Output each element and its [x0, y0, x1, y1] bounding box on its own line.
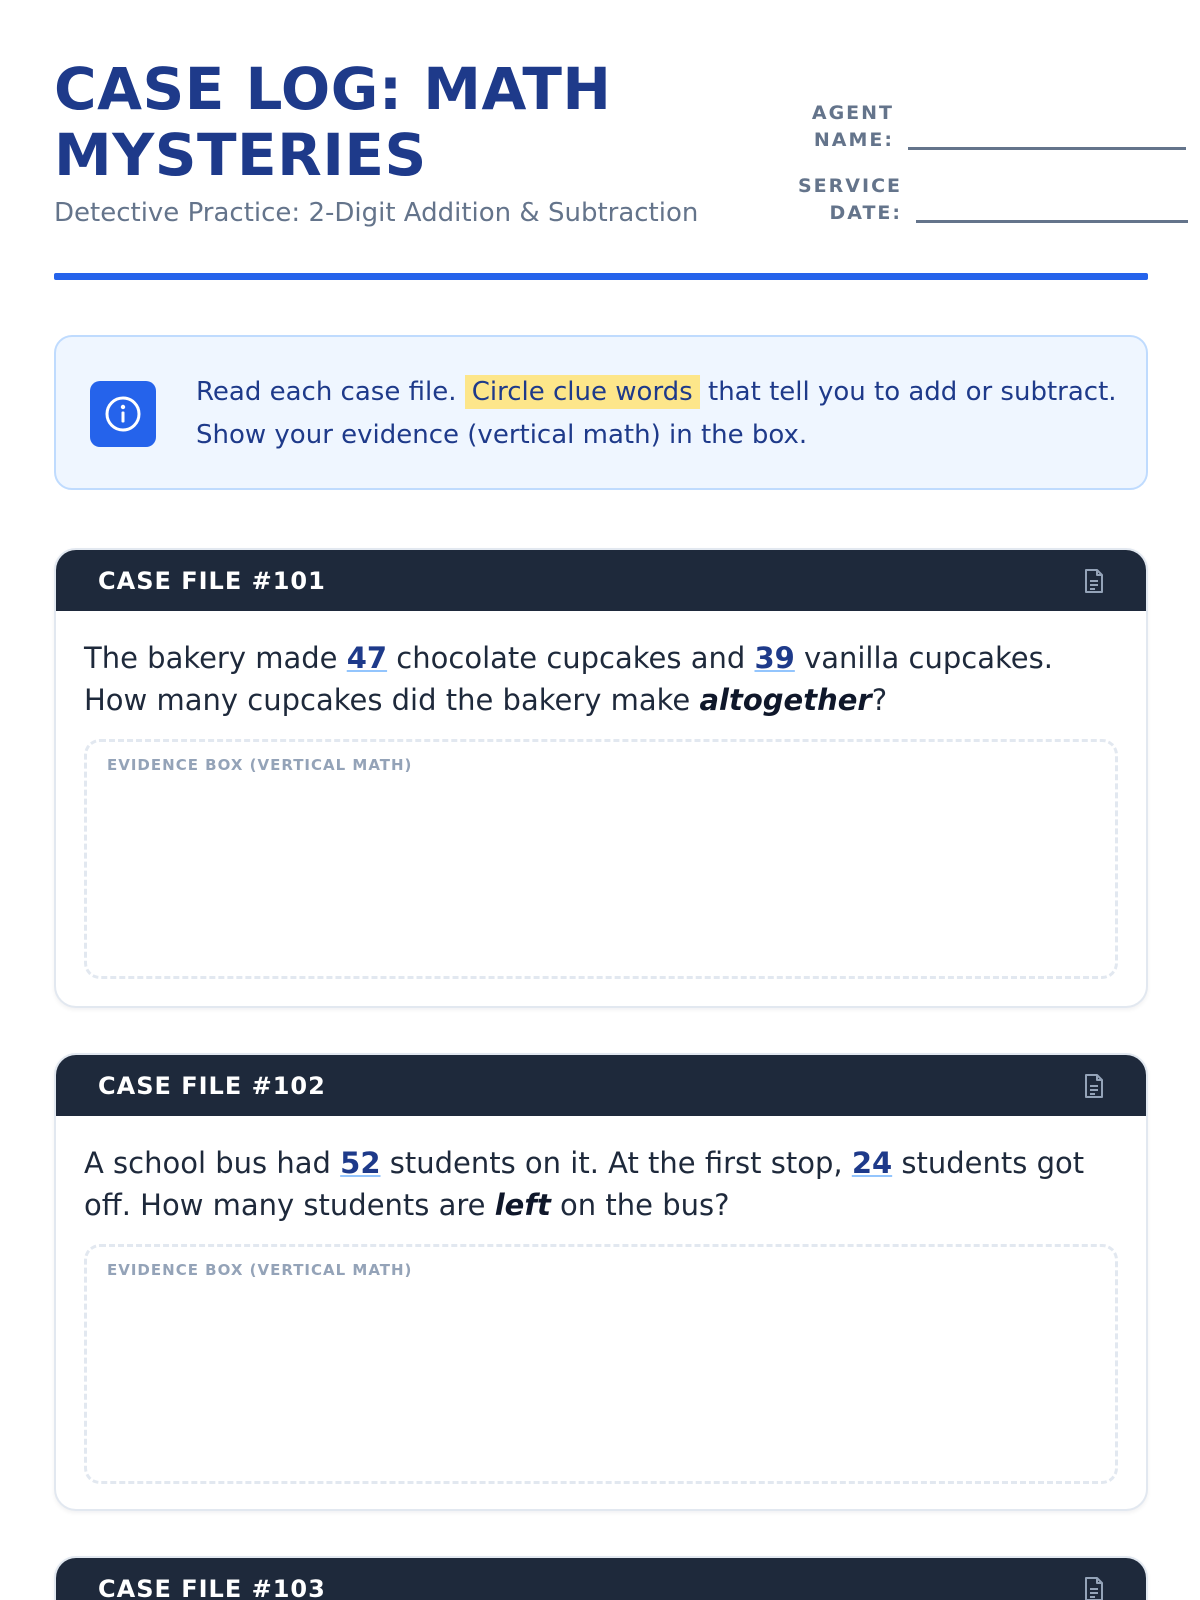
- evidence-box-label: EVIDENCE BOX (VERTICAL MATH): [107, 756, 413, 774]
- agent-name-line[interactable]: [908, 147, 1186, 150]
- number-clue: 47: [346, 641, 388, 675]
- document-icon: [1082, 568, 1106, 594]
- evidence-box[interactable]: [84, 1244, 1118, 1484]
- problem-text: ?: [871, 683, 888, 717]
- case-file-card: [54, 1556, 1148, 1600]
- evidence-box-label: EVIDENCE BOX (VERTICAL MATH): [107, 1261, 413, 1279]
- service-date-field[interactable]: [762, 173, 1188, 227]
- page-header: [54, 56, 1148, 234]
- number-clue: 52: [340, 1146, 381, 1180]
- service-date-label: SERVICE DATE:: [798, 175, 902, 224]
- instructions-part1: Read each case file.: [196, 377, 457, 407]
- header-divider: [54, 273, 1148, 280]
- instructions-box: [54, 335, 1148, 490]
- case-file-header: [56, 1558, 1146, 1600]
- problem-text: on the bus?: [550, 1188, 730, 1222]
- instructions-text: [196, 371, 1126, 457]
- case-problem-text: [56, 611, 1146, 739]
- service-date-line[interactable]: [916, 220, 1188, 223]
- problem-text: The bakery made: [84, 641, 347, 675]
- problem-text: students on it. At the first stop,: [380, 1146, 852, 1180]
- evidence-box[interactable]: [84, 739, 1118, 979]
- case-file-title: CASE FILE #101: [98, 566, 326, 595]
- clue-word: altogether: [699, 683, 872, 717]
- info-icon: [90, 381, 156, 447]
- instructions-part2: that tell you to add or subtract. Show your evidence (vertical math) in the box.: [196, 377, 1117, 450]
- problem-text: A school bus had: [84, 1146, 341, 1180]
- problem-text: vanilla cupcakes. How many cupcakes did the bakery make: [84, 641, 1053, 717]
- case-file-card: [54, 1053, 1148, 1511]
- page-subtitle: Detective Practice: 2-Digit Addition & Subtraction: [54, 198, 699, 228]
- problem-text: students got off. How many students are: [84, 1146, 1085, 1222]
- number-clue: 24: [851, 1146, 893, 1180]
- problem-text: chocolate cupcakes and: [387, 641, 755, 675]
- agent-name-field[interactable]: [776, 100, 1186, 154]
- document-icon: [1082, 1073, 1106, 1099]
- case-file-title: CASE FILE #102: [98, 1071, 326, 1100]
- highlighted-instruction: Circle clue words: [465, 375, 700, 409]
- document-icon: [1082, 1576, 1106, 1600]
- case-file-title: CASE FILE #103: [98, 1574, 326, 1600]
- case-file-header: [56, 1055, 1146, 1116]
- case-problem-text: [56, 1116, 1146, 1244]
- case-file-card: [54, 548, 1148, 1008]
- number-clue: 39: [754, 641, 795, 675]
- page-title: CASE LOG: MATH MYSTERIES: [54, 55, 612, 189]
- clue-word: left: [494, 1188, 551, 1222]
- case-file-header: [56, 550, 1146, 611]
- agent-name-label: AGENT NAME:: [811, 102, 894, 151]
